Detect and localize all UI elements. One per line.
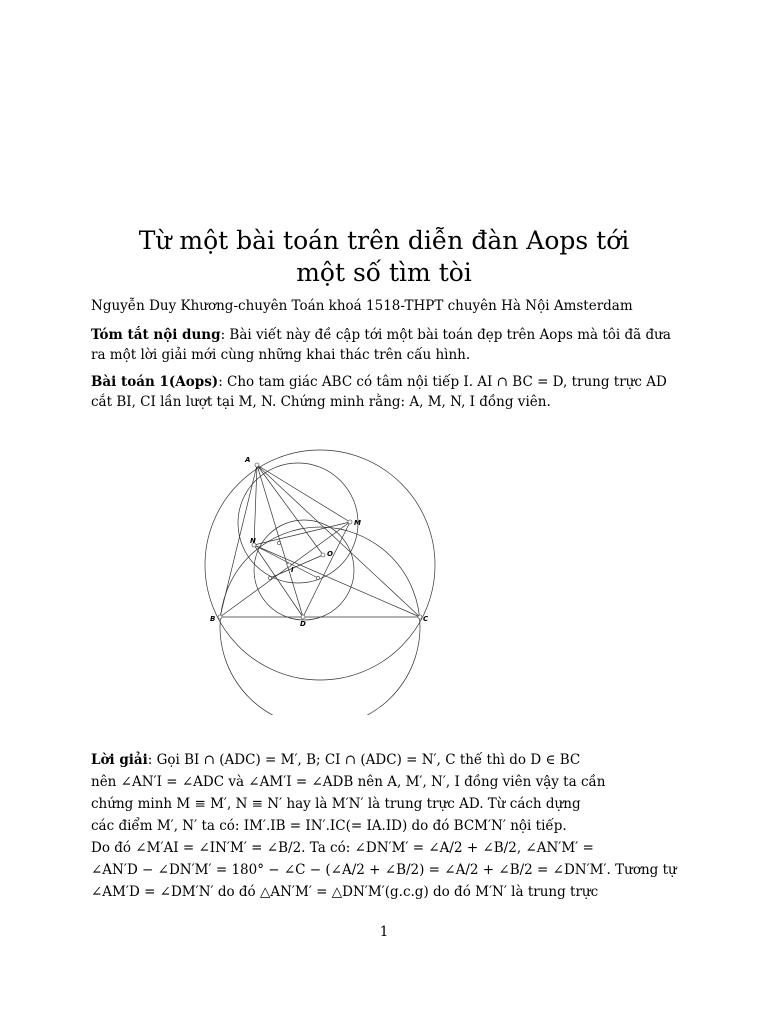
point-aux-3 — [277, 541, 280, 544]
label-B: B — [210, 615, 216, 623]
segment-extra-1 — [270, 555, 323, 578]
problem-text: : Cho tam giác ABC có tâm nội tiếp I. AI ∩ BC = D, trung trực AD cắt BI, CI lần lượt tại M, N. Chứng minh rằng: A, M, N, I đồng viên. — [91, 374, 667, 410]
label-O: O — [327, 550, 333, 558]
problem-label: Bài toán 1(Aops) — [91, 374, 219, 390]
lower-circle — [220, 527, 420, 715]
label-C: C — [423, 615, 429, 623]
solution-line-6: ∠AN′D − ∠DN′M′ = 180° − ∠C − (∠A/2 + ∠B/2) = ∠A/2 + ∠B/2 = ∠DN′M′. Tương tự — [91, 862, 677, 878]
solution-line-2: nên ∠AN′I = ∠ADC và ∠AM′I = ∠ADB nên A, M′, N′, I đồng viên vậy ta cần — [91, 774, 606, 790]
label-A: A — [245, 456, 251, 464]
label-D: D — [300, 620, 306, 628]
segment-AM — [257, 465, 350, 522]
point-O — [321, 553, 325, 557]
paper-title-line-2: một số tìm tòi — [296, 258, 472, 287]
solution-label: Lời giải — [91, 752, 148, 768]
geometry-diagram — [200, 445, 450, 715]
problem-statement — [91, 372, 679, 412]
circle-AMNI — [238, 463, 358, 583]
point-D — [301, 615, 305, 619]
segment-AN — [254, 465, 257, 545]
point-aux-2 — [316, 576, 319, 579]
label-I: I — [291, 566, 294, 574]
point-A — [255, 463, 259, 467]
point-M — [348, 520, 352, 524]
solution-paragraph — [91, 749, 679, 903]
abstract-paragraph — [91, 325, 679, 365]
segment-NM — [254, 522, 350, 545]
segment-AD — [257, 465, 303, 617]
circumcircle — [205, 450, 435, 680]
solution-line-3: chứng minh M ≡ M′, N ≡ N′ hay là M′N′ là trung trực AD. Từ cách dựng — [91, 796, 581, 812]
point-B — [218, 615, 222, 619]
solution-line-5: Do đó ∠M′AI = ∠IN′M′ = ∠B/2. Ta có: ∠DN′M′ = ∠A/2 + ∠B/2, ∠AN′M′ = — [91, 840, 594, 856]
label-N: N — [250, 537, 256, 545]
solution-line-1 — [91, 749, 679, 771]
paper-title-line-1: Từ một bài toán trên diễn đàn Aops tới — [138, 226, 630, 255]
abstract-text: : Bài viết này đề cập tới một bài toán đẹp trên Aops mà tôi đã đưa ra một lời giải mới cùng những khai thác trên cấu hình. — [91, 327, 671, 363]
segment-AO — [257, 465, 323, 555]
solution-line-4: các điểm M′, N′ ta có: IM′.IB = IN′.IC(= IA.ID) do đó BCM′N′ nội tiếp. — [91, 818, 567, 834]
solution-line-7: ∠AM′D = ∠DM′N′ do đó △AN′M′ = △DN′M′(g.c.g) do đó M′N′ là trung trực — [91, 884, 599, 900]
abstract-label: Tóm tắt nội dung — [91, 327, 221, 343]
label-M: M — [354, 519, 361, 527]
page-number: 1 — [379, 924, 389, 940]
geometry-figure — [200, 445, 450, 715]
solution-line-1-text: : Gọi BI ∩ (ADC) = M′, B; CI ∩ (ADC) = N′, C thế thì do D ∈ BC — [147, 752, 581, 768]
point-C — [418, 615, 422, 619]
point-aux-1 — [268, 576, 271, 579]
circle-ADC — [254, 520, 354, 620]
author-line: Nguyễn Duy Khương-chuyên Toán khoá 1518-THPT chuyên Hà Nội Amsterdam — [91, 298, 633, 314]
